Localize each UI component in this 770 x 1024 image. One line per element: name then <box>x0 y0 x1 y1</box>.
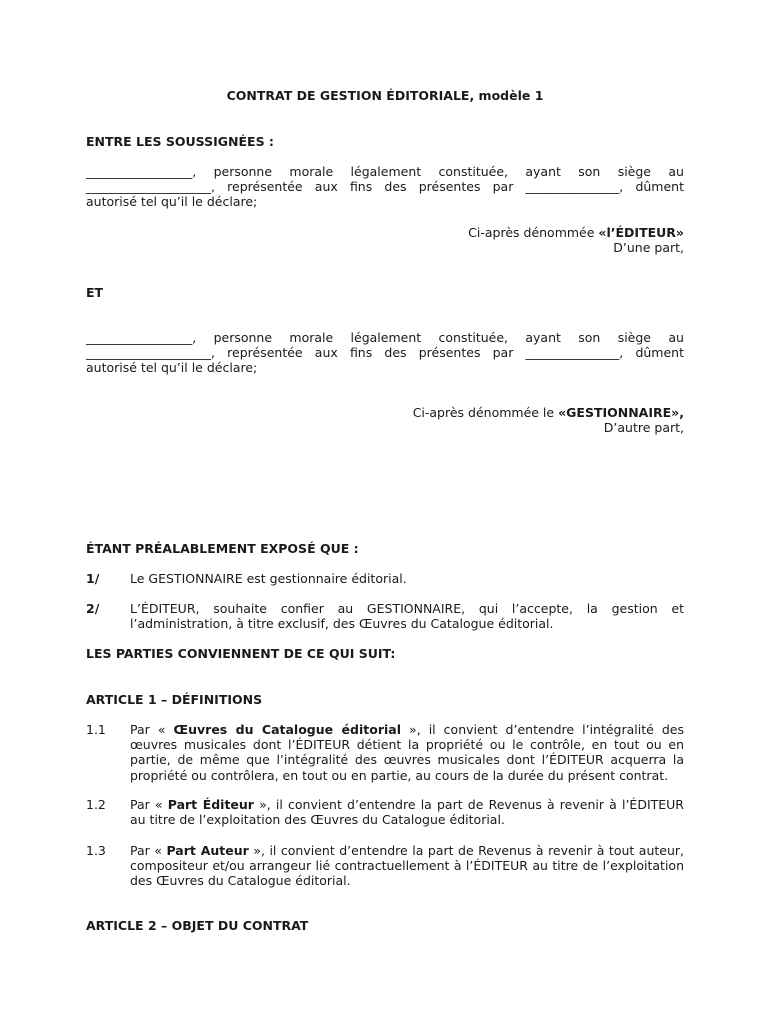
definition-1-text: Par « Œuvres du Catalogue éditorial », il convient d’entendre l’intégralité des œuvres musicales dont l’ÉDITEUR détient la propriété ou le contrôle, en tout ou en partie, de même que l’intégralité des œuvres musicales dont l’ÉDITEUR acquerra la propriété ou contrôlera, en tout ou en partie, au cours de la durée du présent contrat. <box>130 722 685 783</box>
definition-2-text: Par « Part Éditeur », il convient d’entendre la part de Revenus à revenir à l’ÉDITEUR au titre de l’exploitation des Œuvres du Catalogue éditorial. <box>130 797 684 828</box>
definition-2-term: Part Éditeur <box>167 797 254 812</box>
party1-line2: ____________________, représentée aux fins des présentes par _______________, dûment <box>86 179 684 195</box>
definition-1-number: 1.1 <box>86 722 106 737</box>
and-label: ET <box>86 285 104 300</box>
preamble-heading: ÉTANT PRÉALABLEMENT EXPOSÉ QUE : <box>86 541 359 556</box>
gestionnaire-label: «GESTIONNAIRE», <box>558 405 684 420</box>
article1-heading: ARTICLE 1 – DÉFINITIONS <box>86 692 263 707</box>
party2-representative-blank[interactable]: _______________, <box>525 345 624 361</box>
editeur-label: «l’ÉDITEUR» <box>598 225 684 240</box>
party2-name-blank[interactable]: _________________, <box>86 330 197 345</box>
definition-3-text: Par « Part Auteur », il convient d’entendre la part de Revenus à revenir à tout auteur, compositeur et/ou arrangeur lié contractuellement à l’ÉDITEUR au titre de l’exploitation des Œuvres du Catalogue éditorial. <box>130 843 684 889</box>
preamble-2-number: 2/ <box>86 601 100 616</box>
contract-title: CONTRAT DE GESTION ÉDITORIALE, modèle 1 <box>226 88 544 103</box>
definition-1-term: Œuvres du Catalogue éditorial <box>173 722 401 737</box>
preamble-1-number: 1/ <box>86 571 100 586</box>
definition-3-term: Part Auteur <box>166 843 249 858</box>
party1-name-blank[interactable]: _________________, <box>86 164 197 179</box>
party1-line3: autorisé tel qu’il le déclare; <box>86 194 258 210</box>
definition-2-number: 1.2 <box>86 797 106 812</box>
party2-identification <box>86 330 684 376</box>
party2-side: D’autre part, <box>603 420 684 436</box>
party1-line1: _________________, personne morale légalement constituée, ayant son siège au <box>86 164 684 179</box>
definition-3-number: 1.3 <box>86 843 106 858</box>
preamble-1-text: Le GESTIONNAIRE est gestionnaire éditorial. <box>130 571 407 586</box>
party2-address-blank[interactable]: ____________________, <box>86 345 215 361</box>
agreement-heading: LES PARTIES CONVIENNENT DE CE QUI SUIT: <box>86 646 396 661</box>
party1-designation: Ci-après dénommée «l’ÉDITEUR» D’une part, <box>86 225 684 255</box>
article2-heading: ARTICLE 2 – OBJET DU CONTRAT <box>86 918 309 933</box>
party1-address-blank[interactable]: ____________________, <box>86 179 215 195</box>
party1-side: D’une part, <box>613 240 684 256</box>
party2-line1: _________________, personne morale légalement constituée, ayant son siège au <box>86 330 684 345</box>
preamble-2-text: L’ÉDITEUR, souhaite confier au GESTIONNAIRE, qui l’accepte, la gestion et l’administration, à titre exclusif, des Œuvres du Catalogue éditorial. <box>130 601 684 632</box>
party1-representative-blank[interactable]: _______________, <box>525 179 624 195</box>
party1-identification <box>86 164 684 210</box>
party2-line2: ____________________, représentée aux fins des présentes par _______________, dûment <box>86 345 684 361</box>
parties-heading: ENTRE LES SOUSSIGNÉES : <box>86 134 274 149</box>
party2-line3: autorisé tel qu’il le déclare; <box>86 360 258 376</box>
party2-designation: Ci-après dénommée le «GESTIONNAIRE», D’autre part, <box>86 405 684 435</box>
